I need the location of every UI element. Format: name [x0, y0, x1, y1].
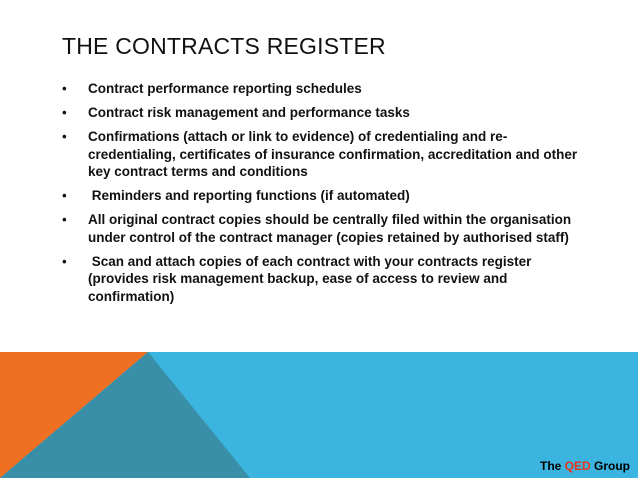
bullet-text: Confirmations (attach or link to evidence) of credentialing and re-credentialing, certificates of insurance confirmation, accreditation and other key contract terms and conditions: [88, 129, 578, 179]
bullet-symbol: •: [62, 81, 67, 96]
bullet-item: [62, 128, 582, 181]
bullet-item: [62, 253, 582, 306]
bullet-item: [62, 187, 582, 205]
bullet-text: Contract risk management and performance tasks: [88, 105, 410, 120]
bullet-text: Contract performance reporting schedules: [88, 81, 362, 96]
bullet-symbol: •: [62, 188, 67, 203]
bullet-text: All original contract copies should be centrally filed within the organisation under control of the contract manager (copies retained by authorised staff): [88, 212, 572, 245]
brand-label: [540, 459, 630, 473]
slide-title: THE CONTRACTS REGISTER: [62, 33, 386, 59]
bullet-text: Scan and attach copies of each contract with your contracts register (provides risk management backup, ease of access to review and confirmation): [88, 253, 536, 304]
bullet-item: [62, 80, 582, 98]
bullet-list: [62, 80, 582, 312]
bullet-symbol: •: [62, 129, 67, 144]
bullet-item: [62, 104, 582, 122]
bullet-text: Reminders and reporting functions (if automated): [88, 188, 410, 203]
bullet-symbol: •: [62, 212, 67, 227]
footer-decoration: [0, 352, 638, 478]
bullet-symbol: •: [62, 105, 67, 120]
brand-highlight: QED: [564, 459, 591, 473]
bullet-item: [62, 211, 582, 246]
bullet-symbol: •: [62, 253, 67, 269]
brand-suffix: Group: [590, 459, 630, 473]
brand-prefix: The: [539, 459, 565, 473]
